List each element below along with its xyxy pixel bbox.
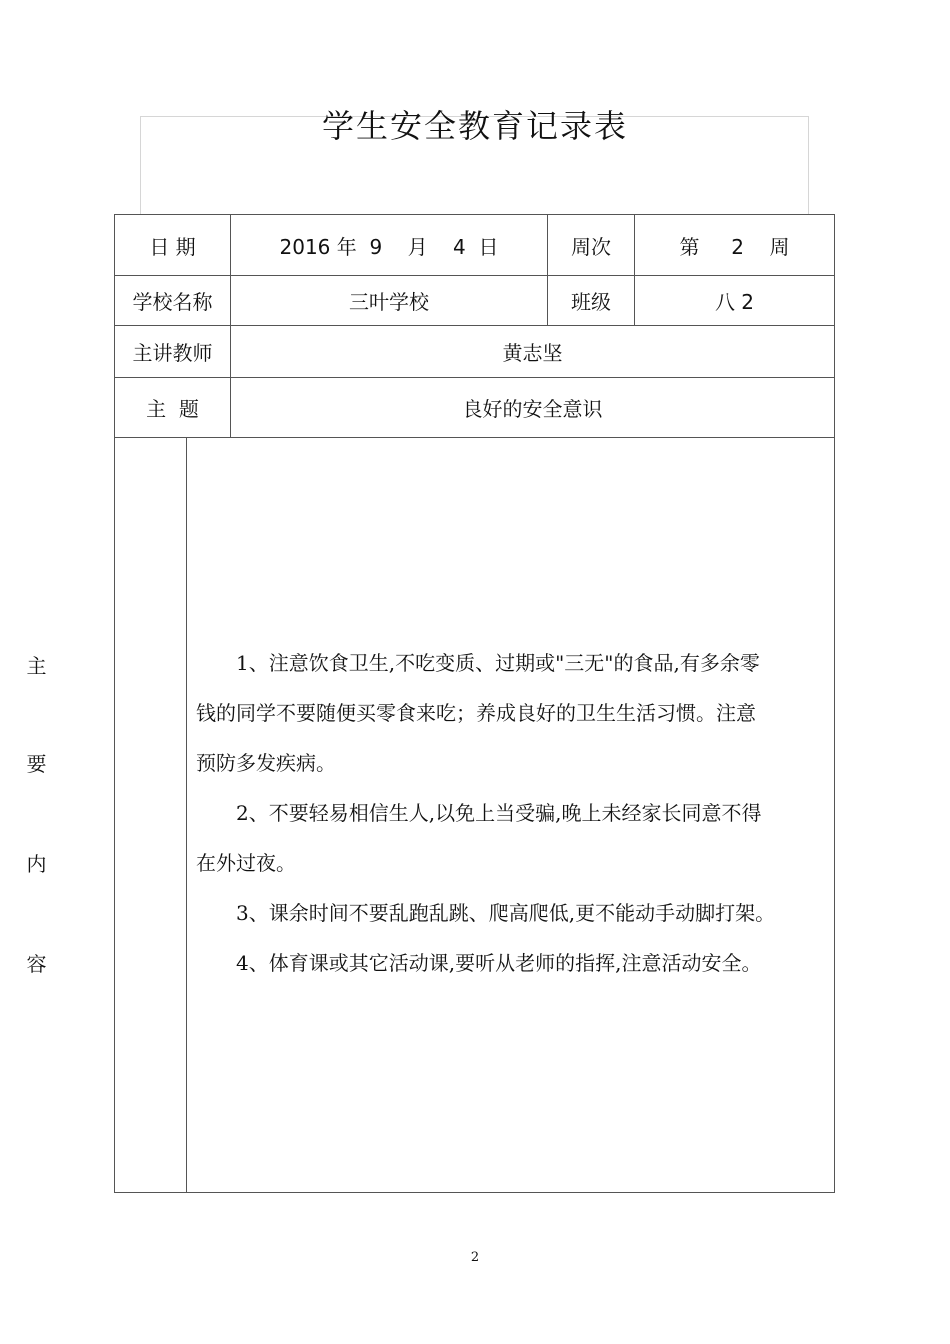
content-line: 预防多发疾病。 <box>196 751 336 775</box>
topic-value: 良好的安全意识 <box>230 377 835 438</box>
school-label: 学校名称 <box>114 275 231 326</box>
content-line: 钱的同学不要随便买零食来吃；养成良好的卫生生活习惯。注意 <box>196 701 756 725</box>
content-label-char: 要 <box>26 752 47 776</box>
content-line: 在外过夜。 <box>196 851 296 875</box>
content-line: 3、课余时间不要乱跑乱跳、爬高爬低,更不能动手动脚打架。 <box>236 901 776 925</box>
class-value: 八 2 <box>634 275 835 326</box>
page-title: 学生安全教育记录表 <box>321 107 628 145</box>
class-label: 班级 <box>547 275 635 326</box>
content-line: 1、注意饮食卫生,不吃变质、过期或"三无"的食品,有多余零 <box>236 651 760 675</box>
week-value: 第 2 周 <box>634 214 835 276</box>
week-label: 周次 <box>547 214 635 276</box>
date-label: 日 期 <box>114 214 231 276</box>
date-value: 2016 年 9 月 4 日 <box>230 214 548 276</box>
teacher-value: 黄志坚 <box>230 325 835 378</box>
content-text <box>196 638 836 988</box>
content-label-char: 主 <box>26 654 47 678</box>
content-label-cell <box>114 437 187 1193</box>
content-label-char: 内 <box>26 852 47 876</box>
content-line: 4、体育课或其它活动课,要听从老师的指挥,注意活动安全。 <box>236 951 762 975</box>
teacher-label: 主讲教师 <box>114 325 231 378</box>
content-line: 2、不要轻易相信生人,以免上当受骗,晚上未经家长同意不得 <box>236 801 762 825</box>
page-number: 2 <box>470 1250 480 1265</box>
school-value: 三叶学校 <box>230 275 548 326</box>
topic-label: 主 题 <box>114 377 231 438</box>
content-label-char: 容 <box>26 952 47 976</box>
